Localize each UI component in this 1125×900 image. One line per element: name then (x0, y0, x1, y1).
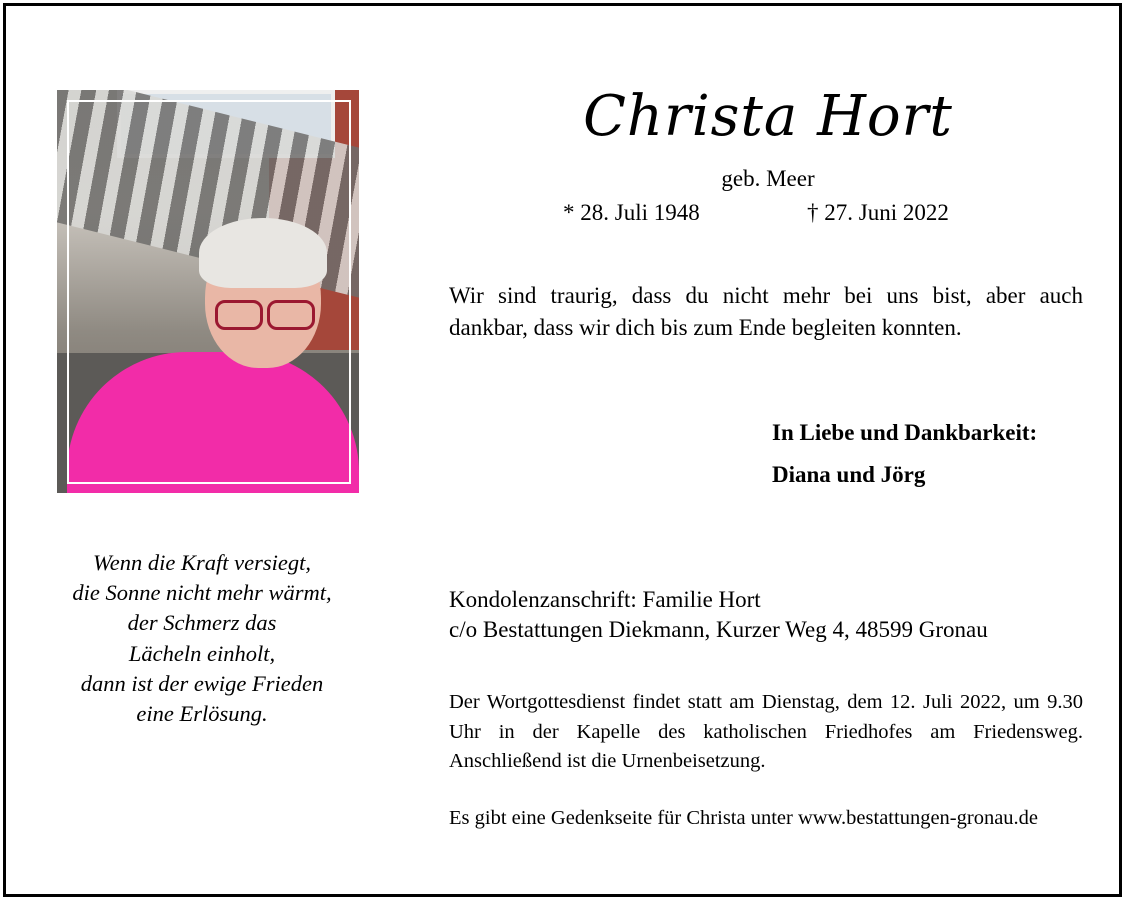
service-info: Der Wortgottesdienst findet statt am Dienstag, dem 12. Juli 2022, um 9.30 Uhr in der Kapelle des katholischen Friedhofes am Friedensweg. Anschließend ist die Urnenbeisetzung. (449, 691, 1083, 772)
mourning-line: Wir sind traurig, dass du nicht mehr bei uns bist, aber auch (449, 283, 1083, 308)
poem-line: die Sonne nicht mehr wärmt, (72, 580, 332, 606)
death-date: † 27. Juni 2022 (807, 200, 949, 225)
mourning-line: dankbar, dass wir dich bis zum Ende begleiten konnten. (449, 314, 962, 340)
poem-line: der Schmerz das (127, 610, 277, 636)
birth-date: * 28. Juli 1948 (563, 200, 700, 225)
poem-line: eine Erlösung. (136, 701, 268, 727)
address-line: Kondolenzanschrift: Familie Hort (449, 587, 761, 612)
poem (40, 548, 364, 729)
condolence-address (449, 585, 988, 645)
deceased-name: Christa Hort (583, 84, 953, 149)
maiden-name: geb. Meer (721, 166, 815, 191)
portrait-photo (57, 90, 359, 493)
poem-line: Wenn die Kraft versiegt, (93, 550, 311, 575)
mourning-text (449, 280, 1083, 343)
memorial-page-info: Es gibt eine Gedenkseite für Christa unter www.bestattungen-gronau.de (449, 807, 1039, 829)
poem-line: Lächeln einholt, (128, 640, 276, 666)
address-line: c/o Bestattungen Diekmann, Kurzer Weg 4, 48599 Gronau (449, 617, 988, 642)
poem-line: dann ist der ewige Frieden (80, 670, 324, 696)
signature-names: Diana und Jörg (772, 462, 926, 487)
signature-label: In Liebe und Dankbarkeit: (772, 420, 1038, 445)
